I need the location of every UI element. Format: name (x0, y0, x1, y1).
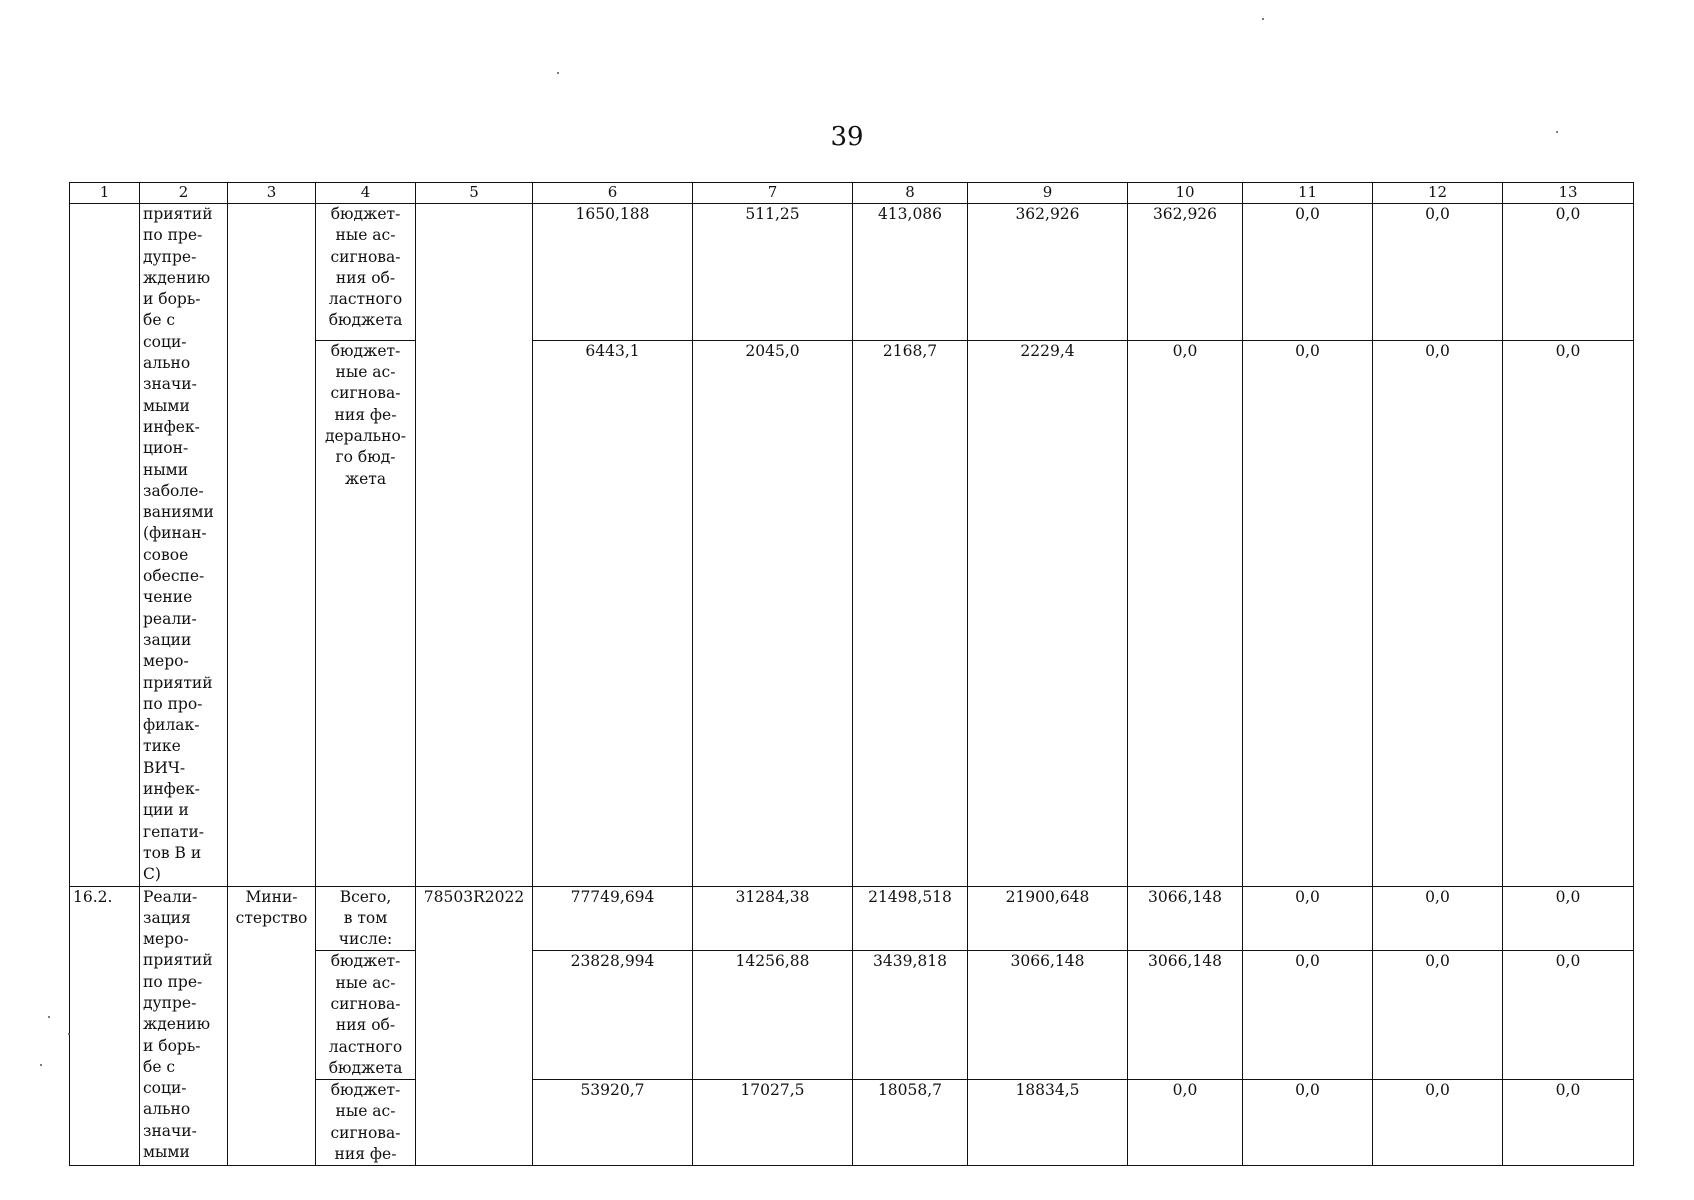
text-line: дерально- (324, 426, 407, 445)
value-cell: 0,0 (1373, 204, 1503, 341)
text-line: сигнова- (330, 247, 401, 266)
text-line: зация (143, 908, 191, 927)
value-cell: 6443,1 (533, 340, 693, 886)
text-line: по пре- (143, 972, 203, 991)
text-line: ния об- (335, 268, 396, 287)
text-line: жета (344, 469, 387, 488)
value-cell: 2168,7 (853, 340, 968, 886)
text-line: ваниями (143, 503, 214, 522)
column-header: 1 (70, 183, 140, 204)
source-cell (316, 340, 416, 886)
text-line: тов В и (143, 843, 202, 862)
text-line: сигнова- (330, 1123, 401, 1142)
column-header: 6 (533, 183, 693, 204)
source-cell (316, 951, 416, 1080)
text-line: реали- (143, 609, 197, 628)
value-cell: 0,0 (1373, 951, 1503, 1080)
executor-cell (228, 204, 316, 887)
value-cell: 14256,88 (693, 951, 853, 1080)
text-line: значи- (143, 1121, 197, 1140)
text-line: Мини- (245, 887, 298, 906)
column-header: 13 (1503, 183, 1634, 204)
value-cell: 18834,5 (968, 1080, 1128, 1166)
text-line: бюджета (328, 311, 403, 330)
column-header: 9 (968, 183, 1128, 204)
value-cell: 17027,5 (693, 1080, 853, 1166)
page-number: 39 (830, 122, 864, 152)
text-line: ждению (143, 1015, 211, 1034)
value-cell: 0,0 (1243, 1080, 1373, 1166)
code-cell (416, 204, 533, 887)
text-line: Реали- (143, 887, 198, 906)
text-line: мыми (143, 1143, 190, 1162)
value-cell: 23828,994 (533, 951, 693, 1080)
value-cell: 0,0 (1243, 886, 1373, 951)
text-line: приятий (143, 205, 213, 223)
text-line: гепати- (143, 822, 205, 841)
text-line: ные ас- (335, 363, 396, 382)
text-line: бе с (143, 311, 176, 330)
code-cell: 78503R2022 (416, 886, 533, 1166)
text-line: Всего, (339, 887, 392, 906)
value-cell: 511,25 (693, 204, 853, 341)
text-line: ластного (328, 290, 403, 309)
value-cell: 0,0 (1373, 340, 1503, 886)
text-line: и борь- (143, 1036, 201, 1055)
text-line: бюджет- (330, 1081, 401, 1100)
text-line: бюджет- (330, 205, 401, 223)
value-cell: 2229,4 (968, 340, 1128, 886)
source-cell (316, 886, 416, 951)
text-line: совое (143, 545, 189, 564)
number-cell: 16.2. (70, 886, 140, 1166)
column-header: 11 (1243, 183, 1373, 204)
value-cell: 18058,7 (853, 1080, 968, 1166)
value-cell: 0,0 (1128, 340, 1243, 886)
text-line: числе: (338, 930, 393, 949)
value-cell: 0,0 (1243, 204, 1373, 341)
column-header: 10 (1128, 183, 1243, 204)
text-line: бюджет- (330, 952, 401, 971)
description-cell (140, 886, 228, 1166)
text-line: (финан- (143, 524, 207, 543)
text-line: бюджет- (330, 341, 401, 360)
budget-table (69, 182, 1634, 1166)
text-line: чение (143, 588, 193, 607)
value-cell: 0,0 (1373, 886, 1503, 951)
text-line: дупре- (143, 247, 197, 266)
text-line: по пре- (143, 226, 203, 245)
value-cell: 1650,188 (533, 204, 693, 341)
executor-cell (228, 886, 316, 1166)
value-cell: 3066,148 (1128, 951, 1243, 1080)
column-header: 2 (140, 183, 228, 204)
text-line: зации (143, 630, 192, 649)
value-cell: 362,926 (1128, 204, 1243, 341)
text-line: обеспе- (143, 567, 205, 586)
column-header-row (70, 183, 1634, 204)
text-line: стерство (235, 908, 308, 927)
text-line: ально (143, 1100, 191, 1119)
value-cell: 0,0 (1243, 340, 1373, 886)
text-line: в том (343, 908, 388, 927)
value-cell: 21900,648 (968, 886, 1128, 951)
text-line: ВИЧ- (143, 758, 186, 777)
value-cell: 0,0 (1503, 340, 1634, 886)
value-cell: 0,0 (1373, 1080, 1503, 1166)
column-header: 7 (693, 183, 853, 204)
text-line: ные ас- (335, 226, 396, 245)
number-cell (70, 204, 140, 887)
value-cell: 21498,518 (853, 886, 968, 951)
text-line: ально (143, 354, 191, 373)
text-line: меро- (143, 652, 189, 671)
value-cell: 53920,7 (533, 1080, 693, 1166)
column-header: 8 (853, 183, 968, 204)
value-cell: 0,0 (1503, 951, 1634, 1080)
text-line: инфек- (143, 417, 200, 436)
text-line: го бюд- (335, 448, 396, 467)
text-line: ные ас- (335, 1102, 396, 1121)
text-line: значи- (143, 375, 197, 394)
value-cell: 413,086 (853, 204, 968, 341)
text-line: по про- (143, 694, 203, 713)
text-line: тике (143, 737, 181, 756)
text-line: соци- (143, 1079, 187, 1098)
source-cell (316, 204, 416, 341)
value-cell: 0,0 (1503, 1080, 1634, 1166)
description-cell (140, 204, 228, 887)
text-line: бюджета (328, 1058, 403, 1077)
text-line: мыми (143, 396, 190, 415)
text-line: дупре- (143, 993, 197, 1012)
value-cell: 0,0 (1243, 951, 1373, 1080)
text-line: ния об- (335, 1016, 396, 1035)
text-line: сигнова- (330, 384, 401, 403)
column-header: 12 (1373, 183, 1503, 204)
text-line: ластного (328, 1037, 403, 1056)
value-cell: 3439,818 (853, 951, 968, 1080)
text-line: заболе- (143, 481, 204, 500)
text-line: ждению (143, 268, 211, 287)
text-line: соци- (143, 332, 187, 351)
text-line: С) (143, 865, 161, 884)
text-line: приятий (143, 673, 213, 692)
value-cell: 0,0 (1503, 886, 1634, 951)
text-line: ции и (143, 801, 189, 820)
column-header: 5 (416, 183, 533, 204)
text-line: инфек- (143, 780, 200, 799)
text-line: филак- (143, 716, 200, 735)
value-cell: 362,926 (968, 204, 1128, 341)
value-cell: 3066,148 (1128, 886, 1243, 951)
value-cell: 31284,38 (693, 886, 853, 951)
text-line: ния фе- (334, 405, 397, 424)
source-cell (316, 1080, 416, 1166)
value-cell: 0,0 (1503, 204, 1634, 341)
text-line: меро- (143, 930, 189, 949)
text-line: и борь- (143, 290, 201, 309)
value-cell: 3066,148 (968, 951, 1128, 1080)
value-cell: 77749,694 (533, 886, 693, 951)
text-line: приятий (143, 951, 213, 970)
value-cell: 0,0 (1128, 1080, 1243, 1166)
text-line: сигнова- (330, 994, 401, 1013)
text-line: ния фе- (334, 1145, 397, 1164)
value-cell: 2045,0 (693, 340, 853, 886)
column-header: 4 (316, 183, 416, 204)
table-row (70, 204, 1634, 341)
text-line: бе с (143, 1057, 176, 1076)
text-line: ными (143, 460, 189, 479)
table-row (70, 886, 1634, 951)
text-line: ные ас- (335, 973, 396, 992)
column-header: 3 (228, 183, 316, 204)
text-line: цион- (143, 439, 189, 458)
